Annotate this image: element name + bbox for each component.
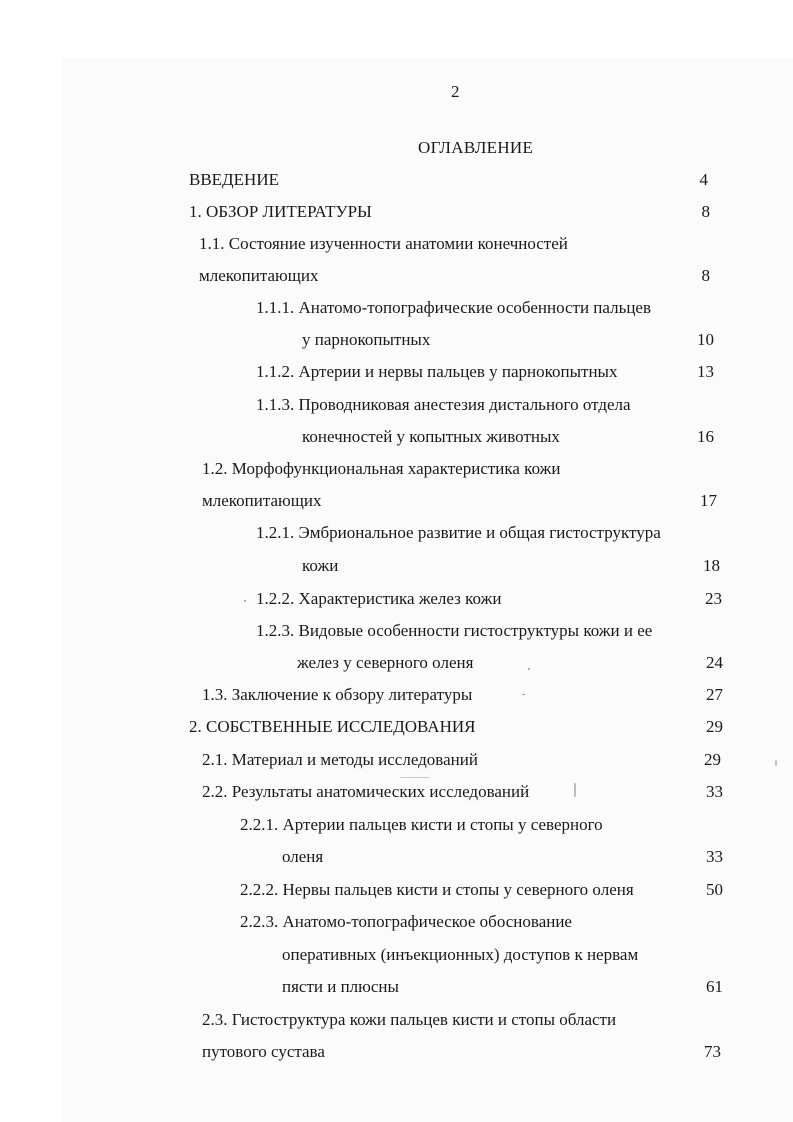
toc-entry-title: 1.3. Заключение к обзору литературы: [202, 685, 473, 704]
toc-entry-page: 33: [706, 782, 723, 801]
scan-speck: [574, 783, 576, 797]
toc-entry-title: путового сустава: [202, 1042, 325, 1061]
toc-entry-title: 1.2.1. Эмбриональное развитие и общая гистоструктура: [256, 523, 661, 542]
toc-entry-title: 2.2. Результаты анатомических исследований: [202, 782, 530, 801]
toc-entry-title: 1.1.1. Анатомо-топографические особенности пальцев: [256, 298, 652, 317]
toc-entry-title: пясти и плюсны: [282, 977, 399, 996]
toc-entry-page: 16: [697, 427, 714, 446]
toc-entry-title: млекопитающих: [199, 266, 319, 285]
toc-entry-page: 27: [706, 685, 723, 704]
toc-entry-title: оленя: [282, 847, 324, 866]
toc-entry-page: 18: [703, 556, 720, 575]
toc-entry-title: 1.2.3. Видовые особенности гистоструктуры кожи и ее: [256, 621, 653, 640]
toc-entry-page: 10: [697, 330, 714, 349]
toc-entry-title: 1.2.2. Характеристика желез кожи: [256, 589, 502, 608]
toc-entry-page: 4: [699, 170, 708, 189]
scan-speck: [400, 777, 430, 778]
toc-entry-title: 2.2.2. Нервы пальцев кисти и стопы у северного оленя: [240, 880, 634, 899]
toc-entry-page: 50: [706, 880, 723, 899]
toc-entry-page: 61: [706, 977, 723, 996]
toc-entry-title: 2.1. Материал и методы исследований: [202, 750, 478, 769]
toc-entry-title: 2.3. Гистоструктура кожи пальцев кисти и стопы области: [202, 1010, 617, 1029]
toc-entry-title: ВВЕДЕНИЕ: [189, 170, 279, 189]
scan-speck: [522, 694, 525, 695]
toc-entry-title: 1. ОБЗОР ЛИТЕРАТУРЫ: [189, 202, 372, 221]
page-number: 2: [451, 82, 460, 101]
toc-entry-page: 33: [706, 847, 723, 866]
toc-entry-page: 24: [706, 653, 723, 672]
scan-speck: [244, 600, 246, 602]
toc-entry-title: оперативных (инъекционных) доступов к нервам: [282, 945, 639, 964]
toc-entry-title: 2.2.3. Анатомо-топографическое обоснование: [240, 912, 572, 931]
toc-entry-page: 29: [704, 750, 721, 769]
toc-entry-title: 1.2. Морфофункциональная характеристика кожи: [202, 459, 561, 478]
toc-entry-page: 29: [706, 717, 723, 736]
toc-entry-title: конечностей у копытных животных: [302, 427, 560, 446]
toc-entry-title: у парнокопытных: [302, 330, 431, 349]
toc-entry-title: 2.2.1. Артерии пальцев кисти и стопы у северного: [240, 815, 603, 834]
toc-entry-page: 8: [701, 266, 710, 285]
toc-entry-title: млекопитающих: [202, 491, 322, 510]
toc-entry-page: 8: [701, 202, 710, 221]
toc-entry-title: 1.1.2. Артерии и нервы пальцев у парнокопытных: [256, 362, 618, 381]
scan-speck: [775, 760, 777, 766]
toc-entry-title: 2. СОБСТВЕННЫЕ ИССЛЕДОВАНИЯ: [189, 717, 476, 736]
toc-entry-page: 23: [705, 589, 722, 608]
toc-entry-title: 1.1. Состояние изученности анатомии конечностей: [199, 234, 568, 253]
toc-entry-title: 1.1.3. Проводниковая анестезия дистального отдела: [256, 395, 631, 414]
toc-entry-page: 73: [704, 1042, 721, 1061]
toc-entry-page: 13: [697, 362, 714, 381]
toc-entry-title: желез у северного оленя: [297, 653, 474, 672]
toc-entry-page: 17: [700, 491, 717, 510]
scan-speck: [528, 668, 530, 670]
toc-entry-title: кожи: [302, 556, 339, 575]
toc-heading: ОГЛАВЛЕНИЕ: [418, 138, 534, 157]
